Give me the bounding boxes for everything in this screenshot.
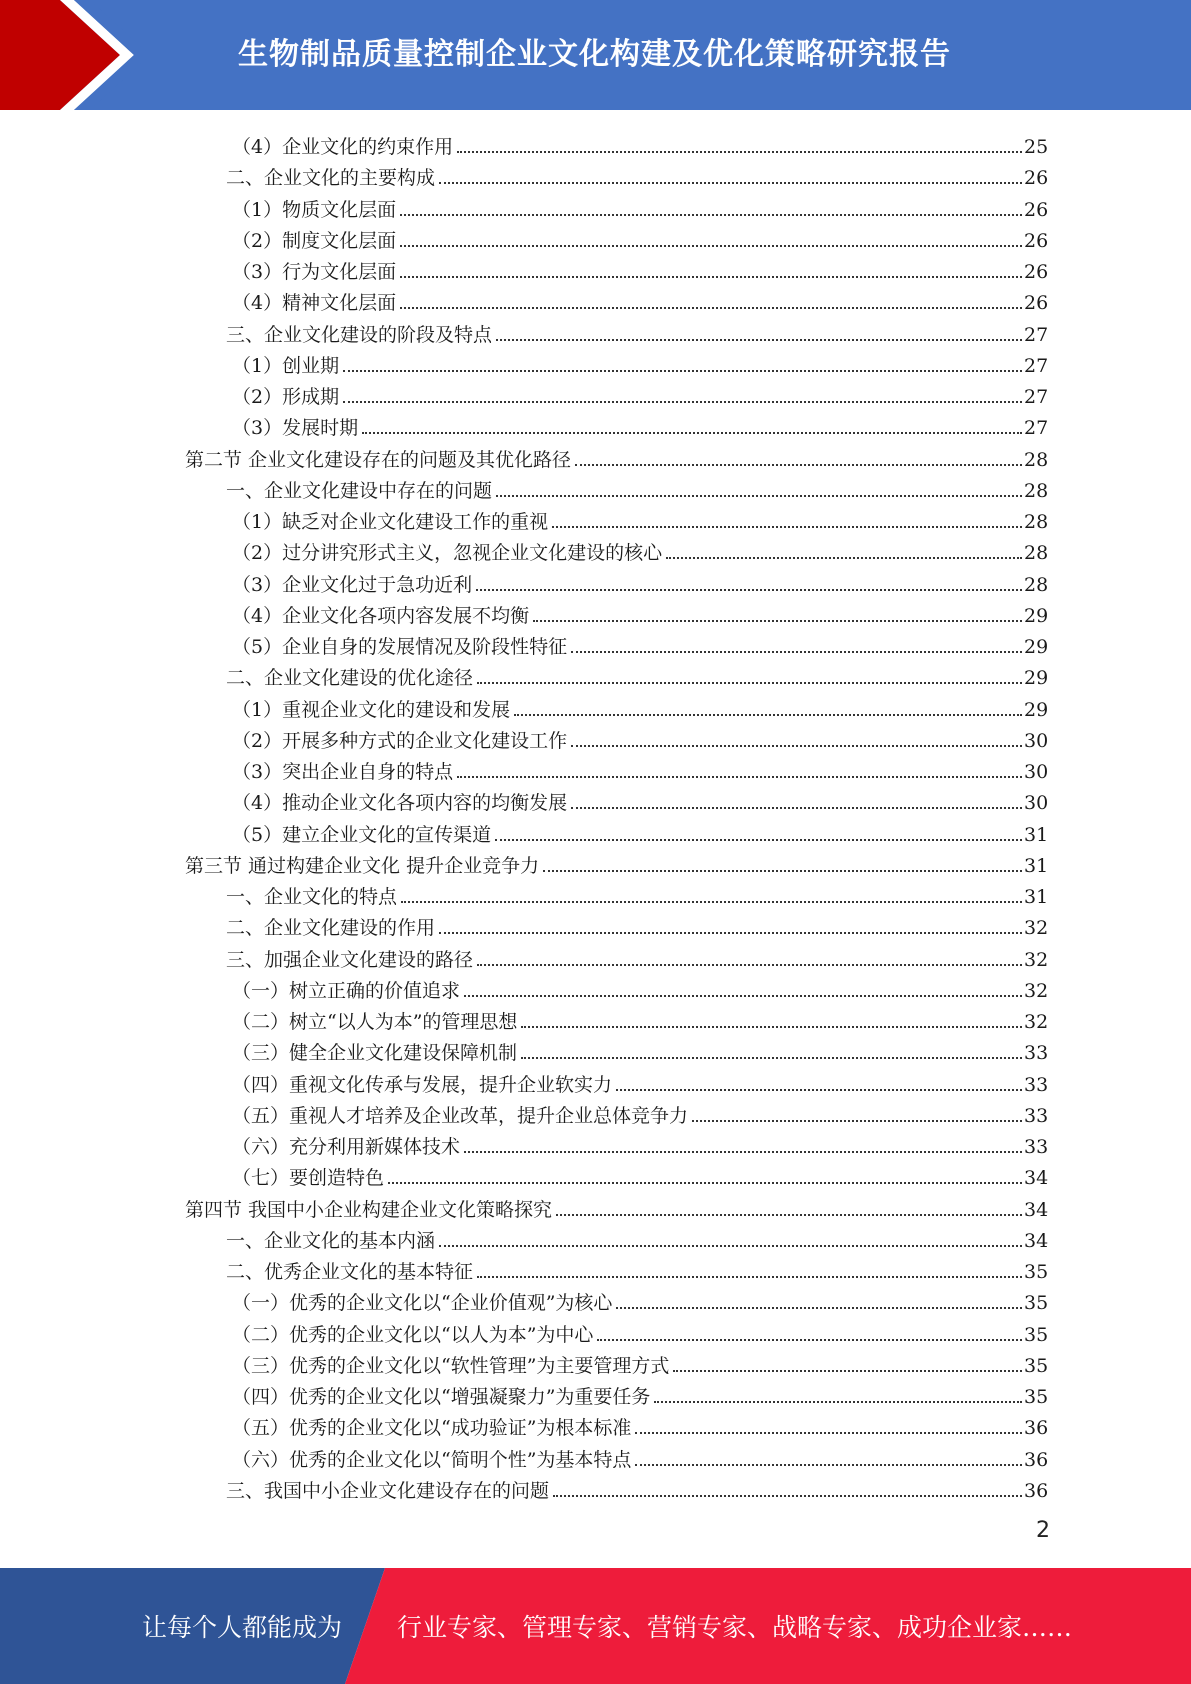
toc-entry-title: （二）树立“以人为本”的管理思想 bbox=[232, 1011, 518, 1033]
toc-entry[interactable] bbox=[232, 753, 1048, 784]
toc-entry-page: 29 bbox=[1024, 636, 1049, 658]
toc-entry[interactable] bbox=[232, 222, 1048, 253]
toc-entry[interactable] bbox=[232, 503, 1048, 534]
toc-entry-title: （一）优秀的企业文化以“企业价值观”为核心 bbox=[232, 1292, 613, 1314]
toc-leader-dots bbox=[654, 1400, 1022, 1403]
toc-entry[interactable] bbox=[232, 1159, 1048, 1190]
toc-entry[interactable] bbox=[232, 1066, 1048, 1097]
toc-entry-title: （4）精神文化层面 bbox=[232, 292, 397, 314]
toc-entry[interactable] bbox=[185, 847, 1048, 878]
toc-entry-page: 26 bbox=[1024, 199, 1049, 221]
toc-entry-page: 36 bbox=[1024, 1480, 1049, 1502]
toc-entry-title: 三、企业文化建设的阶段及特点 bbox=[226, 324, 493, 346]
toc-leader-dots bbox=[343, 369, 1022, 372]
footer-banner bbox=[0, 1568, 1191, 1684]
toc-entry-page: 34 bbox=[1024, 1199, 1049, 1221]
toc-entry-page: 26 bbox=[1024, 261, 1049, 283]
toc-leader-dots bbox=[521, 1056, 1022, 1059]
toc-entry-page: 33 bbox=[1024, 1074, 1049, 1096]
toc-entry[interactable] bbox=[232, 628, 1048, 659]
toc-entry[interactable] bbox=[232, 1378, 1048, 1409]
toc-entry-title: （一）树立正确的价值追求 bbox=[232, 980, 461, 1002]
toc-entry-page: 35 bbox=[1024, 1386, 1049, 1408]
toc-entry-page: 32 bbox=[1024, 949, 1049, 971]
toc-entry-page: 33 bbox=[1024, 1042, 1049, 1064]
toc-entry-title: （六）充分利用新媒体技术 bbox=[232, 1136, 461, 1158]
toc-entry-page: 36 bbox=[1024, 1449, 1049, 1471]
toc-entry-title: 第三节 通过构建企业文化 提升企业竞争力 bbox=[185, 855, 540, 877]
toc-leader-dots bbox=[401, 900, 1022, 903]
toc-leader-dots bbox=[635, 1463, 1022, 1466]
toc-leader-dots bbox=[575, 463, 1022, 466]
toc-leader-dots bbox=[343, 400, 1022, 403]
toc-entry[interactable] bbox=[232, 284, 1048, 315]
toc-leader-dots bbox=[476, 588, 1022, 591]
toc-entry[interactable] bbox=[226, 159, 1048, 190]
toc-entry-title: （1）创业期 bbox=[232, 355, 340, 377]
toc-entry-page: 35 bbox=[1024, 1324, 1049, 1346]
toc-entry-title: 二、企业文化的主要构成 bbox=[226, 167, 436, 189]
toc-entry-page: 29 bbox=[1024, 667, 1049, 689]
toc-entry[interactable] bbox=[226, 878, 1048, 909]
toc-entry-title: 二、优秀企业文化的基本特征 bbox=[226, 1261, 474, 1283]
toc-leader-dots bbox=[571, 744, 1022, 747]
toc-leader-dots bbox=[388, 1181, 1022, 1184]
toc-entry-page: 32 bbox=[1024, 1011, 1049, 1033]
toc-entry-title: （4）企业文化各项内容发展不均衡 bbox=[232, 605, 530, 627]
toc-leader-dots bbox=[477, 681, 1022, 684]
toc-leader-dots bbox=[533, 619, 1022, 622]
toc-entry-title: （3）企业文化过于急功近利 bbox=[232, 574, 473, 596]
toc-entry[interactable] bbox=[226, 316, 1048, 347]
toc-entry-title: （4）推动企业文化各项内容的均衡发展 bbox=[232, 792, 568, 814]
toc-leader-dots bbox=[666, 556, 1022, 559]
toc-entry-page: 25 bbox=[1024, 136, 1049, 158]
toc-entry[interactable] bbox=[232, 566, 1048, 597]
toc-entry[interactable] bbox=[226, 472, 1048, 503]
header-chevron-decoration bbox=[0, 0, 160, 110]
toc-entry-page: 29 bbox=[1024, 605, 1049, 627]
toc-entry-title: 三、加强企业文化建设的路径 bbox=[226, 949, 474, 971]
toc-entry[interactable] bbox=[232, 597, 1048, 628]
toc-entry-page: 35 bbox=[1024, 1355, 1049, 1377]
toc-entry[interactable] bbox=[232, 409, 1048, 440]
toc-entry-title: 二、企业文化建设的作用 bbox=[226, 917, 436, 939]
toc-entry[interactable] bbox=[226, 941, 1048, 972]
toc-entry-title: （四）重视文化传承与发展，提升企业软实力 bbox=[232, 1074, 613, 1096]
toc-leader-dots bbox=[571, 806, 1022, 809]
toc-entry-title: 第二节 企业文化建设存在的问题及其优化路径 bbox=[185, 449, 572, 471]
toc-leader-dots bbox=[553, 1494, 1022, 1497]
toc-entry-title: （1）缺乏对企业文化建设工作的重视 bbox=[232, 511, 549, 533]
toc-entry[interactable] bbox=[226, 1222, 1048, 1253]
toc-entry-page: 35 bbox=[1024, 1292, 1049, 1314]
toc-entry[interactable] bbox=[232, 1347, 1048, 1378]
toc-leader-dots bbox=[439, 1244, 1022, 1247]
toc-entry[interactable] bbox=[232, 1284, 1048, 1315]
toc-entry-page: 30 bbox=[1024, 792, 1049, 814]
toc-entry[interactable] bbox=[232, 784, 1048, 815]
document-title: 生物制品质量控制企业文化构建及优化策略研究报告 bbox=[238, 37, 951, 72]
toc-entry-title: （七）要创造特色 bbox=[232, 1167, 385, 1189]
toc-entry[interactable] bbox=[232, 1034, 1048, 1065]
toc-entry-title: （4）企业文化的约束作用 bbox=[232, 136, 454, 158]
toc-entry[interactable] bbox=[232, 722, 1048, 753]
toc-entry-title: （3）突出企业自身的特点 bbox=[232, 761, 454, 783]
toc-entry[interactable] bbox=[232, 816, 1048, 847]
toc-entry-title: （五）重视人才培养及企业改革，提升企业总体竞争力 bbox=[232, 1105, 689, 1127]
toc-leader-dots bbox=[496, 338, 1022, 341]
toc-leader-dots bbox=[457, 775, 1022, 778]
toc-leader-dots bbox=[635, 1431, 1022, 1434]
toc-entry-page: 33 bbox=[1024, 1105, 1049, 1127]
toc-entry-page: 36 bbox=[1024, 1417, 1049, 1439]
toc-entry-title: 第四节 我国中小企业构建企业文化策略探究 bbox=[185, 1199, 553, 1221]
toc-entry[interactable] bbox=[232, 972, 1048, 1003]
toc-leader-dots bbox=[673, 1369, 1022, 1372]
toc-entry-page: 27 bbox=[1024, 386, 1049, 408]
toc-leader-dots bbox=[597, 1338, 1022, 1341]
toc-entry-page: 31 bbox=[1024, 824, 1049, 846]
toc-entry[interactable] bbox=[232, 191, 1048, 222]
toc-entry[interactable] bbox=[232, 253, 1048, 284]
toc-entry-title: （2）开展多种方式的企业文化建设工作 bbox=[232, 730, 568, 752]
toc-entry-title: （5）企业自身的发展情况及阶段性特征 bbox=[232, 636, 568, 658]
toc-entry-page: 26 bbox=[1024, 167, 1049, 189]
toc-entry-title: （1）重视企业文化的建设和发展 bbox=[232, 699, 511, 721]
toc-entry-page: 28 bbox=[1024, 480, 1049, 502]
toc-leader-dots bbox=[477, 1275, 1022, 1278]
toc-entry-title: 一、企业文化建设中存在的问题 bbox=[226, 480, 493, 502]
toc-entry-page: 32 bbox=[1024, 980, 1049, 1002]
toc-entry-title: （1）物质文化层面 bbox=[232, 199, 397, 221]
toc-leader-dots bbox=[400, 213, 1022, 216]
toc-entry-title: 二、企业文化建设的优化途径 bbox=[226, 667, 474, 689]
footer-slogan-left: 让每个人都能成为 bbox=[142, 1613, 343, 1642]
toc-entry-title: （三）健全企业文化建设保障机制 bbox=[232, 1042, 518, 1064]
toc-entry-title: （3）发展时期 bbox=[232, 417, 359, 439]
toc-entry[interactable] bbox=[232, 691, 1048, 722]
toc-entry-page: 35 bbox=[1024, 1261, 1049, 1283]
toc-entry-page: 28 bbox=[1024, 511, 1049, 533]
toc-entry-title: （3）行为文化层面 bbox=[232, 261, 397, 283]
toc-entry-title: （2）过分讲究形式主义，忽视企业文化建设的核心 bbox=[232, 542, 663, 564]
toc-entry-page: 27 bbox=[1024, 324, 1049, 346]
toc-entry-page: 30 bbox=[1024, 761, 1049, 783]
toc-entry-page: 32 bbox=[1024, 917, 1049, 939]
toc-entry-title: （二）优秀的企业文化以“以人为本”为中心 bbox=[232, 1324, 594, 1346]
toc-leader-dots bbox=[514, 713, 1022, 716]
toc-entry-page: 28 bbox=[1024, 574, 1049, 596]
toc-entry-page: 34 bbox=[1024, 1167, 1049, 1189]
toc-entry[interactable] bbox=[185, 441, 1048, 472]
toc-leader-dots bbox=[400, 244, 1022, 247]
toc-leader-dots bbox=[362, 431, 1022, 434]
toc-leader-dots bbox=[464, 1150, 1022, 1153]
toc-entry-page: 33 bbox=[1024, 1136, 1049, 1158]
toc-entry[interactable] bbox=[185, 1191, 1048, 1222]
toc-entry-page: 28 bbox=[1024, 542, 1049, 564]
toc-entry-page: 31 bbox=[1024, 855, 1049, 877]
toc-entry[interactable] bbox=[232, 378, 1048, 409]
toc-entry[interactable] bbox=[232, 1003, 1048, 1034]
toc-leader-dots bbox=[457, 150, 1022, 153]
toc-leader-dots bbox=[616, 1306, 1022, 1309]
toc-leader-dots bbox=[400, 275, 1022, 278]
toc-entry-page: 30 bbox=[1024, 730, 1049, 752]
toc-entry[interactable] bbox=[232, 534, 1048, 565]
toc-entry[interactable] bbox=[226, 909, 1048, 940]
toc-entry[interactable] bbox=[232, 1316, 1048, 1347]
toc-entry[interactable] bbox=[226, 1472, 1048, 1503]
toc-leader-dots bbox=[571, 650, 1022, 653]
toc-entry-page: 34 bbox=[1024, 1230, 1049, 1252]
toc-entry[interactable] bbox=[232, 1409, 1048, 1440]
toc-leader-dots bbox=[543, 869, 1022, 872]
toc-entry-page: 27 bbox=[1024, 355, 1049, 377]
page-number: 2 bbox=[1036, 1518, 1050, 1543]
toc-entry-title: （2）形成期 bbox=[232, 386, 340, 408]
toc-entry-title: （三）优秀的企业文化以“软性管理”为主要管理方式 bbox=[232, 1355, 670, 1377]
toc-entry[interactable] bbox=[226, 659, 1048, 690]
toc-leader-dots bbox=[439, 931, 1022, 934]
toc-leader-dots bbox=[521, 1025, 1022, 1028]
toc-entry-title: （5）建立企业文化的宣传渠道 bbox=[232, 824, 492, 846]
toc-entry-page: 28 bbox=[1024, 449, 1049, 471]
toc-entry-title: 一、企业文化的特点 bbox=[226, 886, 398, 908]
toc-entry[interactable] bbox=[226, 1253, 1048, 1284]
toc-leader-dots bbox=[495, 838, 1022, 841]
header-banner bbox=[0, 0, 1191, 110]
toc-entry-page: 31 bbox=[1024, 886, 1049, 908]
toc-entry[interactable] bbox=[232, 128, 1048, 159]
footer-slogan-right: 行业专家、管理专家、营销专家、战略专家、成功企业家…… bbox=[397, 1613, 1073, 1642]
toc-leader-dots bbox=[496, 494, 1022, 497]
toc-entry-page: 29 bbox=[1024, 699, 1049, 721]
toc-entry[interactable] bbox=[232, 1441, 1048, 1472]
toc-entry-title: （四）优秀的企业文化以“增强凝聚力”为重要任务 bbox=[232, 1386, 651, 1408]
toc-entry-title: 三、我国中小企业文化建设存在的问题 bbox=[226, 1480, 550, 1502]
toc-leader-dots bbox=[616, 1088, 1022, 1091]
toc-entry-title: （五）优秀的企业文化以“成功验证”为根本标准 bbox=[232, 1417, 632, 1439]
toc-leader-dots bbox=[439, 181, 1022, 184]
toc-leader-dots bbox=[464, 994, 1022, 997]
toc-leader-dots bbox=[552, 525, 1022, 528]
toc-leader-dots bbox=[556, 1213, 1022, 1216]
toc-leader-dots bbox=[692, 1119, 1022, 1122]
toc-entry[interactable] bbox=[232, 1128, 1048, 1159]
toc-leader-dots bbox=[400, 306, 1022, 309]
toc-leader-dots bbox=[477, 963, 1022, 966]
toc-entry-title: （六）优秀的企业文化以“简明个性”为基本特点 bbox=[232, 1449, 632, 1471]
toc-entry[interactable] bbox=[232, 1097, 1048, 1128]
toc-entry-page: 27 bbox=[1024, 417, 1049, 439]
toc-entry-page: 26 bbox=[1024, 230, 1049, 252]
toc-entry-title: （2）制度文化层面 bbox=[232, 230, 397, 252]
toc-entry-title: 一、企业文化的基本内涵 bbox=[226, 1230, 436, 1252]
toc-entry-page: 26 bbox=[1024, 292, 1049, 314]
toc-entry[interactable] bbox=[232, 347, 1048, 378]
